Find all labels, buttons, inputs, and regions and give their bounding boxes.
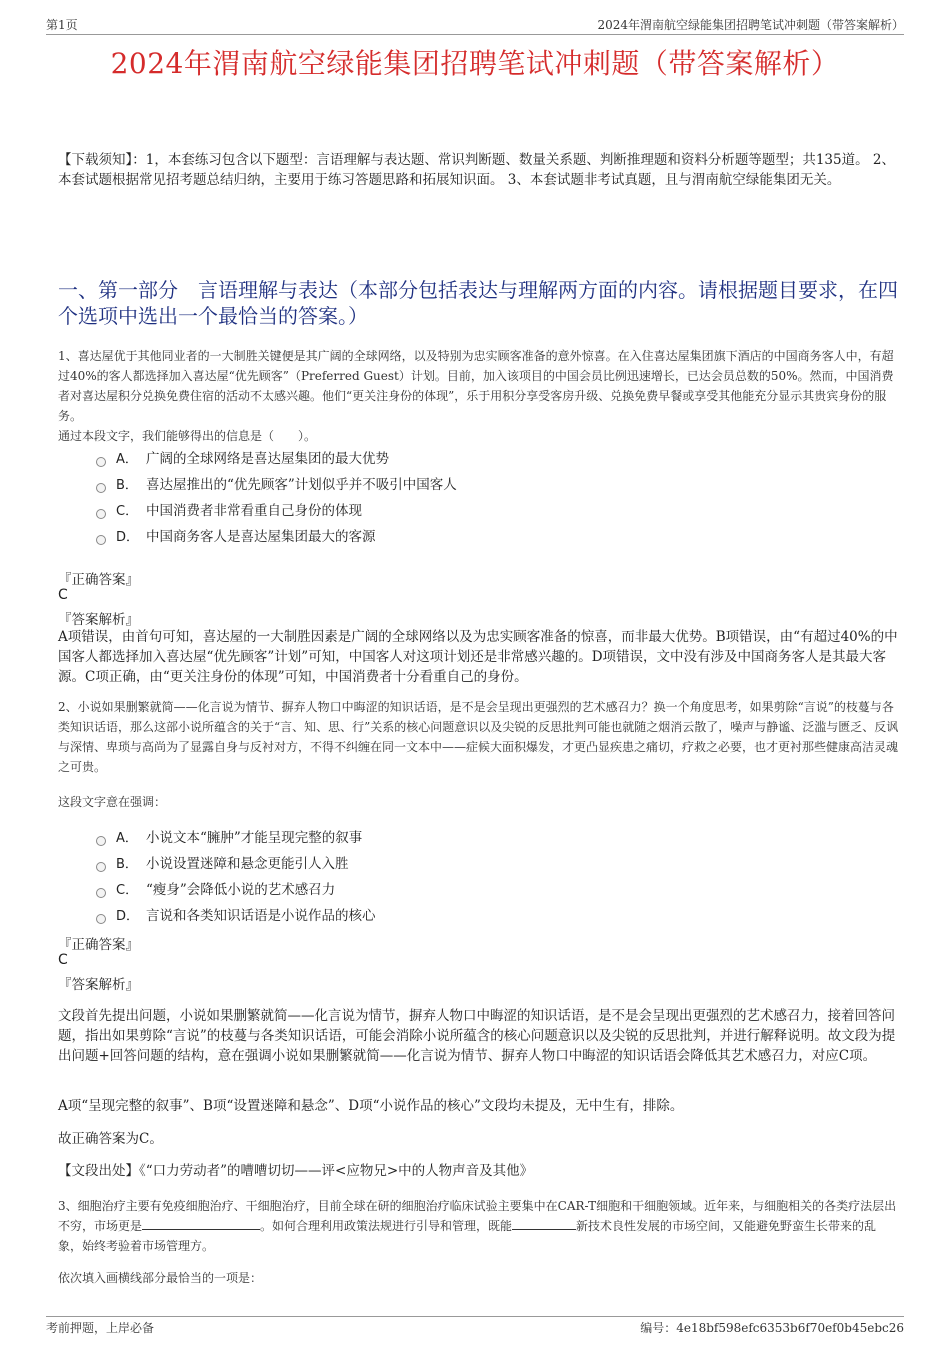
radio-icon[interactable] [96, 914, 106, 924]
q1-option-b[interactable]: B． 喜达屋推出的“优先顾客”计划似乎并不吸引中国客人 [96, 472, 457, 498]
footer-slogan: 考前押题，上岸必备 [46, 1321, 155, 1335]
q1-passage: 1、喜达屋优于其他同业者的一大制胜关键便是其广阔的全球网络，以及特别为忠实顾客准备的意外惊喜。在入住喜达屋集团旗下酒店的中国商务客人中，有超过40%的客人都选择加入喜达屋“优先顾客”（Preferred Guest）计划。目前，加入该项目的中国会员比例迅速增长，已达会员总数的50%。然而，中国消费者对喜达屋积分兑换免费住宿的活动不太感兴趣。他们“更关注身份的体现”，乐于用积分享受客房升级、兑换免费早餐或享受其他能充分显示其贵宾身份的服务。 [58, 349, 894, 423]
fill-blank-1[interactable] [142, 1217, 260, 1230]
q2-analysis-label: 『答案解析』 [58, 977, 139, 993]
radio-icon[interactable] [96, 509, 106, 519]
q2-option-a[interactable]: A． 小说文本“臃肿”才能呈现完整的叙事 [96, 825, 376, 851]
q2-answer-label: 『正确答案』 [58, 937, 139, 953]
footer-doc-id: 编号：4e18bf598efc6353b6f70ef0b45ebc26 [640, 1321, 904, 1335]
q1-option-d[interactable]: D． 中国商务客人是喜达屋集团最大的客源 [96, 524, 457, 550]
q2-options [96, 825, 376, 929]
q1-option-c[interactable]: C． 中国消费者非常看重自己身份的体现 [96, 498, 457, 524]
q1-options [96, 446, 457, 550]
fill-blank-2[interactable] [512, 1217, 576, 1230]
page-footer [46, 1316, 904, 1335]
header-doc-title: 2024年渭南航空绿能集团招聘笔试冲刺题（带答案解析） [597, 18, 904, 32]
q2-question: 这段文字意在强调： [58, 795, 167, 809]
download-notice: 【下载须知】：1，本套练习包含以下题型：言语理解与表达题、常识判断题、数量关系题、判断推理题和资料分析题等题型；共135道。 2、本套试题根据常见招考题总结归纳，主要用于练习答题思路和拓展知识面。 3、本套试题非考试真题，且与渭南航空绿能集团无关。 [58, 152, 895, 188]
page-header [46, 14, 904, 35]
radio-icon[interactable] [96, 535, 106, 545]
q1-question: 通过本段文字，我们能够得出的信息是（ ）。 [58, 429, 317, 443]
q1-answer: C [58, 587, 68, 603]
radio-icon[interactable] [96, 888, 106, 898]
radio-icon[interactable] [96, 483, 106, 493]
q2-option-c[interactable]: C． “瘦身”会降低小说的艺术感召力 [96, 877, 376, 903]
q2-option-b[interactable]: B． 小说设置迷障和悬念更能引人入胜 [96, 851, 376, 877]
q1-answer-label: 『正确答案』 [58, 572, 139, 588]
q1-option-a[interactable]: A． 广阔的全球网络是喜达屋集团的最大优势 [96, 446, 457, 472]
q1-analysis: A项错误，由首句可知，喜达屋的一大制胜因素是广阔的全球网络以及为忠实顾客准备的惊喜，而非最大优势。B项错误，由“有超过40%的中国客人都选择加入喜达屋“优先顾客”计划”可知，中国客人对这项计划还是非常感兴趣的。D项错误，文中没有涉及中国商务客人是其最大客源。C项正确，由“更关注身份的体现”可知，中国消费者十分看重自己的身份。 [58, 629, 898, 685]
q2-analysis-3: 故正确答案为C。 [58, 1131, 163, 1147]
radio-icon[interactable] [96, 457, 106, 467]
q3-passage: 3、细胞治疗主要有免疫细胞治疗、干细胞治疗，目前全球在研的细胞治疗临床试验主要集中在CAR-T细胞和干细胞领域。近年来，与细胞相关的各类疗法层出不穷，市场更是 。如何合理利用政策法规进行引导和管理，既能 新技术良性发展的市场空间，又能避免野蛮生长带来的乱象，始终考验着市场管理方。 [58, 1199, 897, 1253]
q1-analysis-label: 『答案解析』 [58, 612, 139, 628]
q2-answer: C [58, 952, 68, 968]
page-number: 第1页 [46, 18, 78, 32]
q3-question: 依次填入画横线部分最恰当的一项是： [58, 1271, 263, 1285]
radio-icon[interactable] [96, 862, 106, 872]
section-heading: 一、第一部分 言语理解与表达（本部分包括表达与理解两方面的内容。请根据题目要求，在四个选项中选出一个最恰当的答案。） [58, 278, 898, 328]
q2-source: 【文段出处】《“口力劳动者”的嘈嘈切切——评<应物兄>中的人物声音及其他》 [58, 1163, 534, 1179]
q2-option-d[interactable]: D． 言说和各类知识话语是小说作品的核心 [96, 903, 376, 929]
q2-analysis-2: A项“呈现完整的叙事”、B项“设置迷障和悬念”、D项“小说作品的核心”文段均未提及，无中生有，排除。 [58, 1098, 684, 1114]
q2-analysis-1: 文段首先提出问题，小说如果删繁就简——化言说为情节，摒弃人物口中晦涩的知识话语，是不是会呈现出更强烈的艺术感召力，接着回答问题，指出如果剪除“言说”的枝蔓与各类知识话语，可能会消除小说所蕴含的核心问题意识以及尖锐的反思批判，并进行解释说明。故文段为提出问题+回答问题的结构，意在强调小说如果删繁就简——化言说为情节、摒弃人物口中晦涩的知识话语会降低其艺术感召力，对应C项。 [58, 1008, 896, 1064]
radio-icon[interactable] [96, 836, 106, 846]
page-title: 2024年渭南航空绿能集团招聘笔试冲刺题（带答案解析） [110, 47, 840, 80]
q2-passage: 2、小说如果删繁就简——化言说为情节、摒弃人物口中晦涩的知识话语，是不是会呈现出更强烈的艺术感召力？换一个角度思考，如果剪除“言说”的枝蔓与各类知识话语，那么这部小说所蕴含的关于“言、知、思、行”关系的核心问题意识以及尖锐的反思批判可能也就随之烟消云散了，噪声与静谧、泛滥与匮乏、反讽与深情、卑琐与高尚为了显露自身与反衬对方，不得不纠缠在同一文本中——症候大面积爆发，才更凸显疾患之痛切，疗救之必要，也才更衬那些健康高洁灵魂之可贵。 [58, 700, 899, 774]
